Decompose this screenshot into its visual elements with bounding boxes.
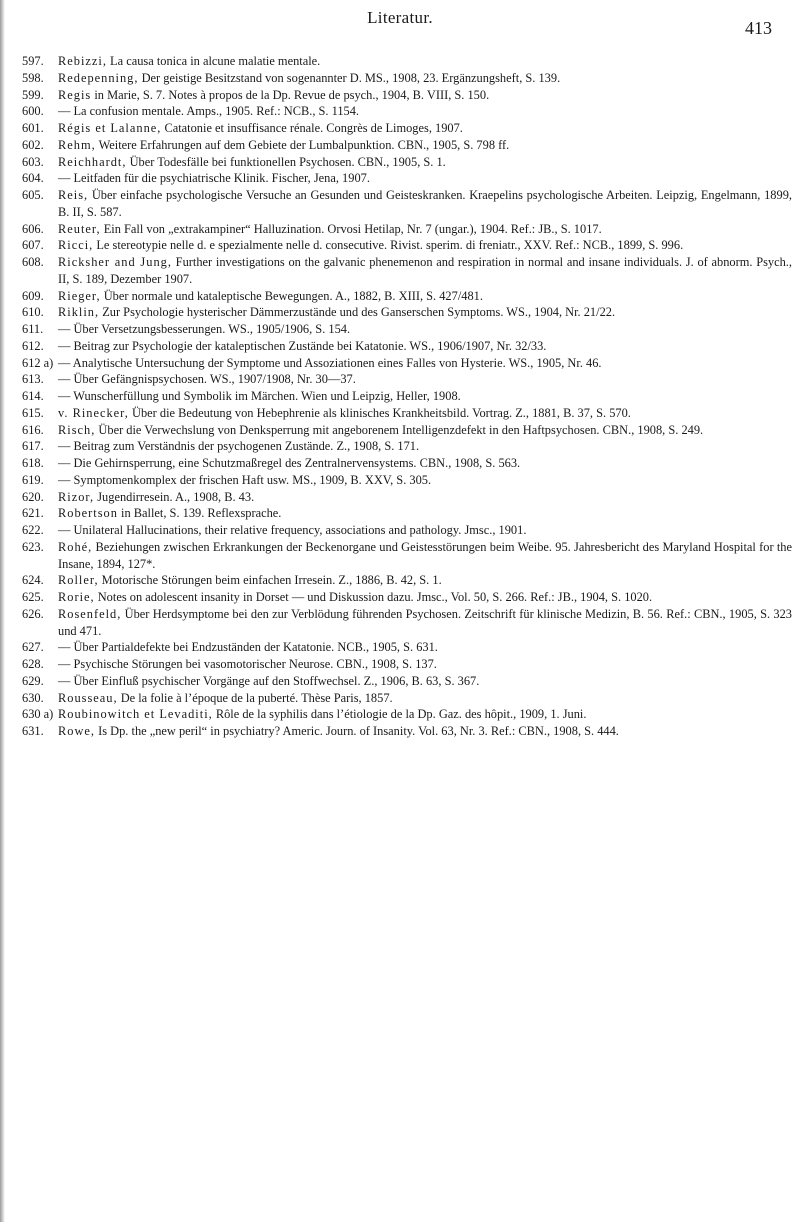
entry-author: Risch, [58,422,96,437]
entry-citation: — Beitrag zum Verständnis der psychogenen Zustände. Z., 1908, S. 171. [58,439,420,454]
entry-text [58,522,792,539]
entry-author: Rowe, [58,724,96,738]
entry-author: Riklin, [58,305,100,320]
entry-number: 600. [22,104,44,119]
entry-number: 612. [22,338,44,353]
entry-author: Rieger, [58,288,101,303]
entry-citation: — Über Gefängnispsychosen. WS., 1907/1908, Nr. 30—37. [58,372,356,387]
entry-citation: Le stereotypie nelle d. e spezialmente nelle d. consecutive. Rivist. sperim. di freniatr., XXV. Ref.: NCB., 1899, S. 996. [93,238,684,253]
entry-citation: Rôle de la syphilis dans l’étiologie de la Dp. Gaz. des hôpit., 1909, 1. Juni. [212,707,587,722]
entry-text [58,472,792,489]
entry-number: 617. [22,439,44,454]
entry-citation: — Leitfaden für die psychiatrische Klinik. Fischer, Jena, 1907. [58,171,370,186]
bibliography-entry [22,120,792,137]
bibliography-entry [22,187,792,221]
bibliography-entry [22,237,792,254]
bibliography-entry [22,455,792,472]
bibliography-entry [22,438,792,455]
entry-text [58,572,792,589]
entry-number: 618. [22,456,44,470]
entry-number: 601. [22,121,44,135]
entry-citation: — Psychische Störungen bei vasomotorischer Neurose. CBN., 1908, S. 137. [58,657,437,671]
entry-citation: in Marie, S. 7. Notes à propos de la Dp. Revue de psych., 1904, B. VIII, S. 150. [91,87,490,102]
entry-text [58,489,792,506]
entry-text [58,53,792,70]
entry-text [58,505,792,522]
entry-author: Redepenning, [58,70,139,85]
bibliography-entry [22,170,792,187]
entry-text [58,288,792,305]
entry-number: 607. [22,238,44,253]
entry-citation: Beziehungen zwischen Erkrankungen der Beckenorgane und Geistesstörungen beim Weibe. 95. Jahresbericht des Maryland Hospital for the Insane, 1894, 127*. [58,539,792,571]
bibliography-entry [22,639,792,656]
entry-number: 629. [22,673,44,688]
running-title: Literatur. [367,8,433,27]
entry-citation: — Symptomenkomplex der frischen Haft usw. MS., 1909, B. XXV, S. 305. [58,472,432,487]
entry-text [58,187,792,221]
bibliography-entry [22,539,792,573]
bibliography-entry [22,690,792,707]
entry-author: Rousseau, [58,690,118,705]
entry-text [58,422,792,439]
entry-number: 597. [22,54,44,68]
page-number: 413 [745,18,772,38]
entry-number: 616. [22,422,44,437]
bibliography-entry [22,304,792,321]
bibliography-entry [22,606,792,640]
entry-citation: in Ballet, S. 139. Reflexsprache. [117,506,282,521]
entry-number: 614. [22,389,44,403]
entry-citation: — Beitrag zur Psychologie der kataleptischen Zustände bei Katatonie. WS., 1906/1907, Nr. 32/33. [58,338,547,353]
entry-citation: Is Dp. the „new peril“ in psychiatry? Americ. Journ. of Insanity. Vol. 63, Nr. 3. Ref.: CBN., 1908, S. 444. [95,724,619,738]
entry-number: 626. [22,606,44,621]
entry-citation: — La confusion mentale. Amps., 1905. Ref.: NCB., S. 1154. [58,104,360,119]
entry-number: 603. [22,154,44,169]
entry-author: Ricci, [58,238,94,253]
bibliography-entry [22,355,792,372]
entry-citation: — Unilateral Hallucinations, their relative frequency, associations and pathology. Jmsc., 1901. [58,523,527,537]
entry-number: 599. [22,87,44,102]
entry-author: Rizor, [58,489,95,504]
entry-number: 615. [22,405,44,420]
bibliography-entry [22,53,792,70]
entry-author: Reichhardt, [58,154,127,169]
entry-number: 628. [22,657,44,671]
entry-citation: Der geistige Besitzstand von sogenannter D. MS., 1908, 23. Ergänzungsheft, S. 139. [138,70,561,85]
entry-text [58,656,792,673]
entry-number: 608. [22,255,44,269]
entry-citation: Catatonie et insuffisance rénale. Congrès de Limoges, 1907. [161,121,463,135]
bibliography-entry [22,388,792,405]
bibliography-entry [22,321,792,338]
bibliography-entry [22,288,792,305]
entry-author: Régis et Lalanne, [58,121,162,135]
bibliography-entry [22,472,792,489]
bibliography-entry [22,422,792,439]
entry-number: 602. [22,137,44,152]
entry-text [58,673,792,690]
entry-text [58,321,792,338]
bibliography-entry [22,338,792,355]
entry-number: 625. [22,590,44,604]
entry-text [58,70,792,87]
entry-author: v. Rinecker, [58,405,129,420]
entry-text [58,137,792,154]
bibliography-entry [22,103,792,120]
entry-text [58,723,792,740]
page-gutter-shadow [0,0,5,1222]
entry-text [58,304,792,321]
entry-number: 624. [22,573,44,588]
entry-citation: De la folie à l’époque de la puberté. Thèse Paris, 1857. [117,690,393,705]
entry-citation: Über Todesfälle bei funktionellen Psychosen. CBN., 1905, S. 1. [126,154,446,169]
entry-citation: Weitere Erfahrungen auf dem Gebiete der Lumbalpunktion. CBN., 1905, S. 798 ff. [95,137,510,152]
entry-text [58,355,792,372]
entry-author: Roubinowitch et Levaditi, [58,707,213,722]
entry-text [58,690,792,707]
bibliography-entry [22,522,792,539]
entry-text [58,237,792,254]
bibliography-entry [22,589,792,606]
entry-number: 631. [22,724,44,738]
entry-text [58,120,792,137]
entry-author: Roller, [58,573,99,588]
entry-number: 611. [22,322,44,336]
bibliography-entry [22,706,792,723]
entry-author: Rohé, [58,539,93,554]
entry-text [58,254,792,288]
entry-text [58,438,792,455]
bibliography-entry [22,70,792,87]
entry-citation: Ein Fall von „extrakampiner“ Halluzination. Orvosi Hetilap, Nr. 7 (ungar.), 1904. Ref.: JB., S. 1017. [100,221,602,236]
entry-author: Rosenfeld, [58,606,122,621]
entry-number: 620. [22,489,44,504]
entry-number: 606. [22,221,44,236]
entry-citation: La causa tonica in alcune malatie mentale. [106,54,321,68]
entry-citation: — Über Partialdefekte bei Endzuständen der Katatonie. NCB., 1905, S. 631. [58,640,438,655]
entry-citation: — Über Einfluß psychischer Vorgänge auf den Stoffwechsel. Z., 1906, B. 63, S. 367. [58,673,480,688]
entry-citation: Notes on adolescent insanity in Dorset — und Diskussion dazu. Jmsc., Vol. 50, S. 266. Ref.: JB., 1904, S. 1020. [94,590,653,604]
bibliography-entry [22,221,792,238]
entry-number: 630. [22,690,44,705]
entry-number: 610. [22,305,44,320]
entry-citation: Über die Verwechslung von Denksperrung mit angeborenem Intelligenzdefekt in den Haftpsychosen. CBN., 1908, S. 249. [95,422,704,437]
entry-author: Rorie, [58,590,95,604]
entry-author: Regis [58,87,92,102]
bibliography-entry [22,723,792,740]
entry-author: Reuter, [58,221,101,236]
bibliography-entry [22,572,792,589]
entry-text [58,154,792,171]
entry-citation: Motorische Störungen beim einfachen Irresein. Z., 1886, B. 42, S. 1. [98,573,442,588]
entry-text [58,87,792,104]
bibliography-entry [22,137,792,154]
entry-author: Rehm, [58,137,96,152]
entry-citation: — Über Versetzungsbesserungen. WS., 1905/1906, S. 154. [58,322,351,336]
entry-text [58,589,792,606]
entry-text [58,221,792,238]
entry-citation: Über normale und kataleptische Bewegungen. A., 1882, B. XIII, S. 427/481. [100,288,483,303]
entry-number: 605. [22,188,44,202]
entry-text [58,371,792,388]
bibliography-entry [22,87,792,104]
bibliography-entry [22,371,792,388]
entry-text [58,639,792,656]
entry-text [58,103,792,120]
entry-author: Rebizzi, [58,54,107,68]
entry-author: Reis, [58,188,89,202]
entry-citation: — Wunscherfüllung und Symbolik im Märchen. Wien und Leipzig, Heller, 1908. [58,389,461,403]
bibliography-entry [22,505,792,522]
entry-citation: Über die Bedeutung von Hebephrenie als klinisches Krankheitsbild. Vortrag. Z., 1881, B. 37, S. 570. [128,405,631,420]
entry-number: 630 a) [22,707,54,722]
entry-citation: Über Herdsymptome bei den zur Verblödung führenden Psychosen. Zeitschrift für klinische Medizin, B. 56. Ref.: CBN., 1905, S. 323 und 471. [58,606,792,638]
entry-number: 598. [22,70,44,85]
entry-citation: — Die Gehirnsperrung, eine Schutzmaßregel des Zentralnervensystems. CBN., 1908, S. 563. [58,456,521,470]
entry-text [58,606,792,640]
entry-text [58,706,792,723]
bibliography-entry [22,405,792,422]
entry-text [58,338,792,355]
entry-number: 604. [22,171,44,186]
entry-text [58,405,792,422]
entry-author: Ricksher and Jung, [58,255,172,269]
bibliography-entry [22,489,792,506]
entry-text [58,539,792,573]
entry-number: 613. [22,372,44,387]
bibliography-entry [22,656,792,673]
bibliography-entry [22,154,792,171]
entry-number: 623. [22,539,44,554]
entry-number: 619. [22,472,44,487]
entry-citation: Über einfache psychologische Versuche an Gesunden und Geisteskranken. Kraepelins psychologische Arbeiten. Leipzig, Engelmann, 1899, B. II, S. 587. [58,188,792,219]
entry-citation: Zur Psychologie hysterischer Dämmerzustände und des Ganserschen Symptoms. WS., 1904, Nr. 21/22. [99,305,616,320]
entry-text [58,388,792,405]
entry-citation: — Analytische Untersuchung der Symptome und Assoziationen eines Falles von Hysterie. WS., 1905, Nr. 46. [58,355,602,370]
entry-text [58,455,792,472]
entry-text [58,170,792,187]
entry-citation: Jugendirresein. A., 1908, B. 43. [94,489,255,504]
entry-number: 627. [22,640,44,655]
bibliography-list [22,53,792,740]
entry-author: Robertson [58,506,118,521]
entry-number: 622. [22,523,44,537]
entry-number: 612 a) [22,355,54,370]
entry-number: 609. [22,288,44,303]
bibliography-entry [22,673,792,690]
bibliography-entry [22,254,792,288]
entry-number: 621. [22,506,44,521]
entry-citation: Further investigations on the galvanic phenemenon and respiration in normal and insane individuals. J. of abnorm. Psych., II, S. 189, Dezember 1907. [58,255,792,286]
